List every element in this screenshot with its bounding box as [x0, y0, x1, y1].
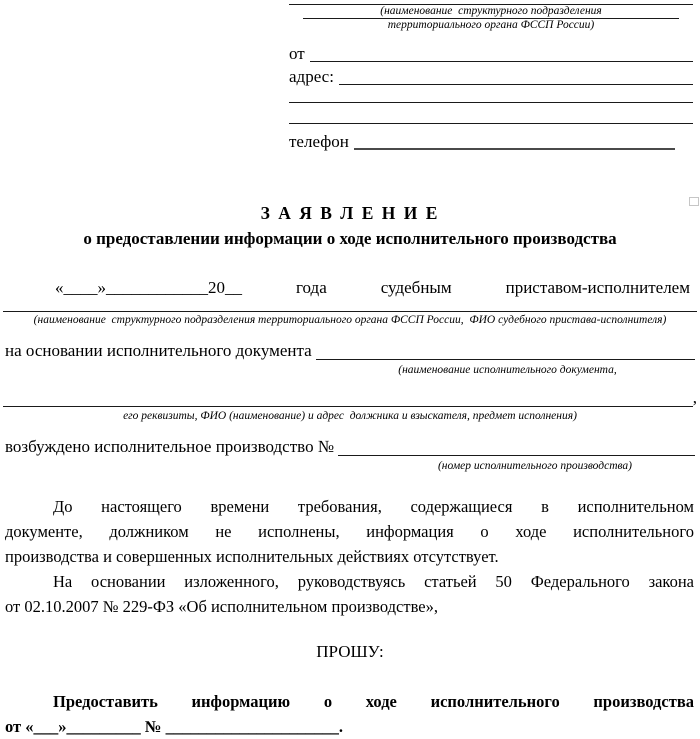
date-blank: «____»____________20__: [55, 278, 242, 297]
bailiff-blank-line: [3, 311, 697, 312]
case-number-caption: (номер исполнительного производства): [437, 460, 633, 472]
initiated-row: [5, 435, 695, 459]
paragraph1-line: документе, должником не исполнены, информация о ходе исполнительного: [5, 522, 694, 541]
from-label: от: [289, 44, 305, 63]
address-continuation-line-2: [289, 123, 693, 124]
document-title: З А Я В Л Е Н И Е: [260, 203, 440, 223]
basis-blank-line: [316, 359, 695, 360]
basis-label: на основании исполнительного документа: [5, 341, 312, 360]
document-subtitle: о предоставлении информации о ходе исполнительного производства: [83, 229, 617, 248]
paragraphs: [5, 494, 694, 619]
department-caption: (наименование структурного подразделения: [380, 5, 602, 17]
phone-row: [289, 130, 693, 153]
date-word-pristavom: приставом-исполнителем: [505, 278, 690, 297]
paragraph2-line: На основании изложенного, руководствуясь статьей 50 Федерального закона: [53, 572, 694, 591]
paragraph2-line: от 02.10.2007 № 229-ФЗ «Об исполнительном производстве»,: [5, 597, 438, 616]
address-label: адрес:: [289, 67, 334, 86]
date-word-sudebnym: судебным: [380, 278, 452, 297]
date-word-goda: года: [295, 278, 327, 297]
initiated-label: возбуждено исполнительное производство №: [5, 437, 335, 456]
from-row: [289, 42, 693, 65]
phone-blank-line: [354, 148, 675, 150]
bailiff-caption: (наименование структурного подразделения территориального органа ФССП России, ФИО судебного пристава-исполнителя): [33, 314, 667, 326]
document-body: [0, 203, 700, 739]
request-heading: ПРОШУ:: [316, 642, 384, 661]
territorial-caption: территориального органа ФССП России): [387, 19, 595, 31]
from-blank-line: [310, 61, 693, 62]
phone-label: телефон: [289, 132, 349, 151]
date-line: [0, 278, 700, 298]
basis-row: [5, 339, 695, 363]
address-blank-line: [339, 84, 693, 85]
request-paragraph: [5, 689, 694, 739]
case-number-blank-line: [338, 455, 695, 456]
request-line: Предоставить информацию о ходе исполнительного производства: [53, 692, 694, 711]
comma-mark: ,: [692, 388, 697, 407]
document-name-caption: (наименование исполнительного документа,: [398, 364, 617, 376]
document-details-blank-line: [3, 406, 693, 407]
paragraph1-line: До настоящего времени требования, содержащиеся в исполнительном: [53, 497, 694, 516]
address-continuation-line-1: [289, 102, 693, 103]
document-details-caption: его реквизиты, ФИО (наименование) и адрес должника и взыскателя, предмет исполнения): [123, 410, 577, 422]
request-line: от «___»_________ № _____________________.: [5, 717, 343, 736]
document-details-row: [3, 386, 697, 410]
address-row: [289, 65, 693, 88]
header-block: [289, 4, 693, 153]
paragraph1-line: производства и совершенных исполнительных действиях отсутствует.: [5, 547, 499, 566]
